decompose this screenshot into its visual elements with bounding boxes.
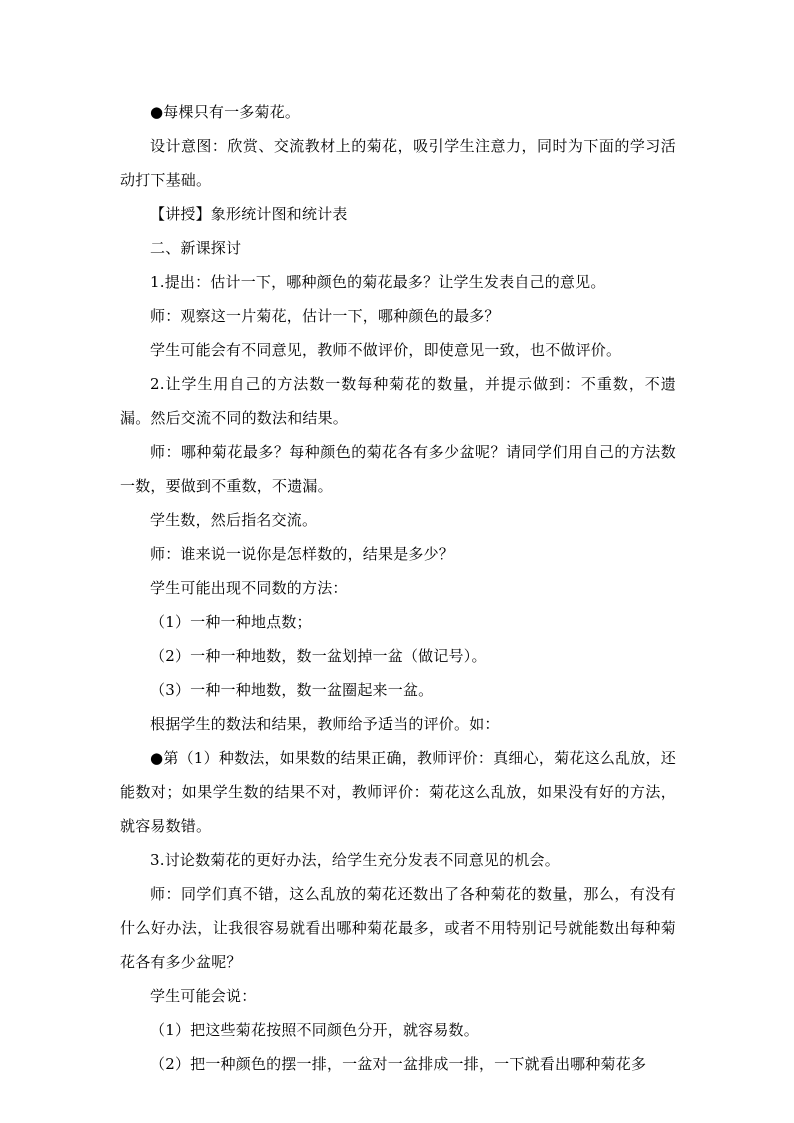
paragraph-students-opinions: 学生可能会有不同意见，教师不做评价，即使意见一致，也不做评价。 <box>150 341 622 359</box>
paragraph-step-3-discuss: 3.讨论数菊花的更好办法，给学生充分发表不同意见的机会。 <box>150 851 560 869</box>
list-item-idea-1: （1）把这些菊花按照不同颜色分开，就容易数。 <box>150 1021 479 1039</box>
paragraph-design-intent: 设计意图：欣赏、交流教材上的菊花，吸引学生注意力，同时为下面的学习活动打下基础。 <box>120 137 676 189</box>
paragraph-bullet-method-1-evaluation: ●第（1）种数法，如果数的结果正确，教师评价：真细心，菊花这么乱放，还能数对；如果学生数的结果不对，教师评价：菊花这么乱放，如果没有好的方法，就容易数错。 <box>120 749 676 835</box>
paragraph-teacher-better-way: 师：同学们真不错，这么乱放的菊花还数出了各种菊花的数量，那么，有没有什么好办法，让我很容易就看出哪种菊花最多，或者不用特别记号就能数出每种菊花各有多少盆呢？ <box>120 885 676 971</box>
list-item-method-2: （2）一种一种地数，数一盆划掉一盆（做记号）。 <box>150 647 487 665</box>
paragraph-counting-methods-intro: 学生可能出现不同数的方法： <box>150 579 348 597</box>
paragraph-bullet-one-flower: ●每棵只有一多菊花。 <box>150 103 301 121</box>
paragraph-students-may-say: 学生可能会说： <box>150 987 257 1005</box>
list-item-method-1: （1）一种一种地点数； <box>150 613 312 631</box>
paragraph-teacher-observe: 师：观察这一片菊花，估计一下，哪种颜色的最多？ <box>150 307 500 325</box>
document-body <box>120 95 676 1081</box>
paragraph-teacher-which-most: 师：哪种菊花最多？每种颜色的菊花各有多少盆呢？请同学们用自己的方法数一数，要做到不重数，不遗漏。 <box>120 443 676 495</box>
paragraph-teacher-who-explains: 师：谁来说一说你是怎样数的，结果是多少？ <box>150 545 455 563</box>
paragraph-step-2-count: 2.让学生用自己的方法数一数每种菊花的数量，并提示做到：不重数，不遗漏。然后交流不同的数法和结果。 <box>120 375 676 427</box>
section-heading-new-lesson: 二、新课探讨 <box>150 239 242 257</box>
paragraph-teacher-evaluation: 根据学生的数法和结果，教师给予适当的评价。如： <box>150 715 500 733</box>
paragraph-students-count: 学生数，然后指名交流。 <box>150 511 318 529</box>
list-item-idea-2: （2）把一种颜色的摆一排，一盆对一盆排成一排，一下就看出哪种菊花多 <box>150 1055 647 1073</box>
paragraph-step-1-estimate: 1.提出：估计一下，哪种颜色的菊花最多？让学生发表自己的意见。 <box>150 273 606 291</box>
list-item-method-3: （3）一种一种地数，数一盆圈起来一盆。 <box>150 681 434 699</box>
paragraph-lecture-heading: 【讲授】象形统计图和统计表 <box>150 205 348 223</box>
